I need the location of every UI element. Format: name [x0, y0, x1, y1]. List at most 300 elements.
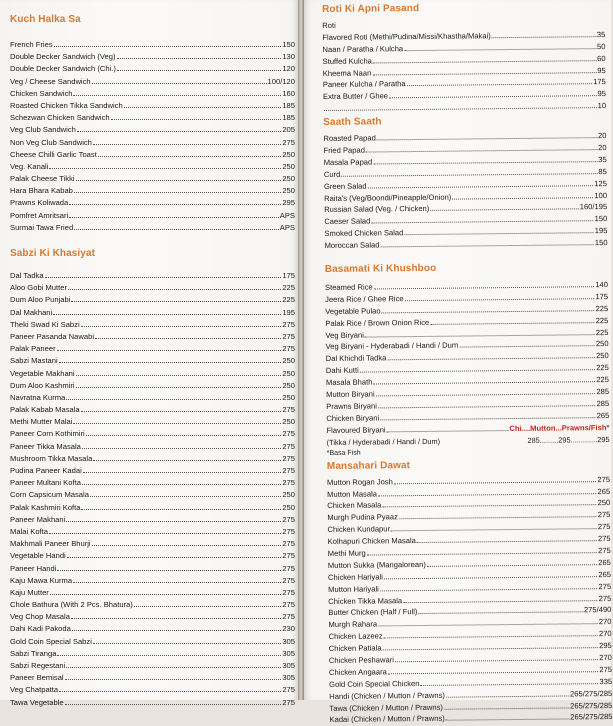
- dot-leader: [59, 356, 282, 363]
- menu-item-row: [10, 112, 295, 124]
- menu-item-price: 275: [282, 137, 295, 147]
- menu-item-row: [10, 197, 295, 209]
- dot-leader: [65, 673, 282, 680]
- menu-item-name: Green Salad: [323, 181, 367, 191]
- menu-item-price: 305: [282, 636, 295, 646]
- dot-leader: [77, 125, 281, 132]
- menu-item-row: [10, 404, 295, 416]
- menu-item-name: Jeera Rice / Ghee Rice: [325, 294, 404, 304]
- menu-item-name: Vegetable Makhani: [10, 368, 75, 378]
- menu-item-name: Non Veg Club Sandwich: [10, 137, 92, 147]
- dot-leader: [73, 417, 281, 424]
- dot-leader: [384, 570, 598, 579]
- menu-item-name: Moroccan Salad: [324, 240, 380, 251]
- dot-leader: [380, 238, 594, 247]
- dot-leader: [124, 101, 282, 108]
- menu-item-price: 50: [596, 41, 606, 51]
- menu-item-name: Aloo Gobi Mutter: [10, 283, 67, 293]
- menu-item-price: 275: [598, 581, 612, 591]
- menu-item-name: Schezwan Chicken Sandwich: [10, 113, 110, 123]
- menu-item-price: 275: [597, 534, 611, 544]
- menu-item-row: [10, 161, 295, 173]
- menu-item-name: Dal Makhani: [10, 307, 53, 317]
- dot-leader: [380, 411, 596, 420]
- dot-leader: [394, 475, 597, 484]
- dot-leader: [365, 328, 595, 337]
- menu-item-name: Paneer Tikka Masala: [10, 441, 81, 451]
- menu-item-row: [10, 648, 295, 660]
- menu-item-price: 275: [282, 344, 295, 354]
- menu-item-price: 175: [595, 291, 609, 302]
- menu-item-name: Gold Coin Special Sabzi: [10, 636, 92, 646]
- menu-item-name: Paneer Handi: [10, 563, 57, 573]
- menu-item-price: 225: [595, 303, 609, 313]
- menu-item-price: 230: [282, 624, 295, 634]
- dot-leader: [399, 510, 597, 519]
- menu-item-row: [10, 149, 295, 161]
- menu-item-name: Palak Paneer: [10, 344, 56, 354]
- menu-item-name: Vegetable Pulao: [325, 306, 381, 316]
- menu-item-name: Palak Cheese Tikki: [10, 174, 75, 184]
- menu-item-price: 275: [282, 514, 295, 524]
- menu-item-price: 275: [282, 526, 295, 536]
- menu-item-name: Veg Chatpatta: [10, 685, 59, 695]
- menu-item-row: [10, 294, 295, 306]
- menu-item-row: [10, 587, 295, 599]
- menu-item-name: Naan / Paratha / Kulcha: [322, 43, 404, 54]
- menu-item-name: Kolhapuri Chicken Masala: [327, 536, 416, 547]
- menu-item-row: [10, 489, 295, 501]
- menu-item-price: 265: [596, 410, 610, 420]
- menu-item-row: [10, 331, 295, 343]
- menu-item-price: 250: [282, 368, 295, 378]
- menu-item-price: 250: [282, 161, 295, 171]
- menu-item-price: 205: [282, 125, 295, 135]
- section-title: Sabzi Ki Khasiyat: [10, 248, 96, 259]
- dot-leader: [446, 689, 569, 697]
- dot-leader: [444, 701, 569, 709]
- dot-leader: [382, 304, 595, 313]
- dot-leader: [76, 381, 282, 388]
- section-title: Roti Ki Apni Pasand: [322, 2, 420, 15]
- section-title: Saath Saath: [323, 116, 382, 129]
- menu-item-price: 160: [282, 88, 295, 98]
- menu-item-name: Pudina Paneer Kadai: [10, 466, 82, 475]
- section-title: Mansahari Dawat: [326, 459, 411, 472]
- dot-leader: [68, 283, 281, 290]
- menu-item-name: Vegetable Handi: [10, 551, 66, 561]
- dot-leader: [378, 617, 598, 626]
- menu-item-price: 275: [597, 474, 611, 484]
- menu-item-price: 275: [282, 563, 295, 573]
- dot-leader: [54, 40, 282, 47]
- menu-item-name: Paneer Pasanda Nawabi: [10, 331, 95, 341]
- menu-item-price: 275: [282, 319, 295, 329]
- menu-item-name: Paneer Bemisal: [10, 673, 64, 683]
- menu-item-row: [10, 76, 295, 88]
- menu-item-price: 305: [282, 673, 295, 683]
- menu-item-name: Hara Bhara Kabab: [10, 186, 73, 196]
- menu-item-name: Chicken Kundapur: [327, 524, 391, 535]
- menu-item-name: Double Decker Sandwich (Chi.): [10, 64, 116, 74]
- dot-leader: [57, 344, 282, 351]
- dot-leader: [81, 320, 282, 327]
- menu-item-name: Masala Bhath: [325, 377, 373, 388]
- menu-item-name: Methi Murg: [327, 548, 366, 558]
- dot-leader: [430, 203, 579, 212]
- menu-item-price: 275: [597, 522, 611, 532]
- menu-item-price: 275: [282, 697, 295, 707]
- dot-leader: [81, 503, 281, 510]
- menu-item-row: [10, 392, 295, 404]
- menu-item-price: 175: [282, 271, 295, 280]
- menu-item-price: 275: [282, 600, 295, 610]
- menu-item-name: Prawns Biryani: [326, 401, 377, 411]
- dot-leader: [367, 546, 597, 555]
- menu-item-price: 175: [593, 77, 606, 87]
- section-title: Basamati Ki Khushboo: [324, 262, 437, 276]
- menu-item-price: 295: [282, 198, 295, 208]
- dot-leader: [371, 215, 593, 224]
- menu-item-name: Roti: [322, 20, 336, 30]
- menu-item-row: [10, 599, 295, 611]
- dot-leader: [388, 665, 599, 674]
- dot-leader: [82, 442, 281, 449]
- menu-item-row: [10, 222, 295, 234]
- menu-item-name: Tawa (Chicken / Mutton / Prawns): [329, 702, 443, 713]
- menu-item-row: [10, 137, 295, 149]
- menu-item-name: Dum Aloo Kashmiri: [10, 380, 75, 390]
- menu-item-price: 225: [595, 315, 609, 325]
- menu-item-row: [10, 416, 295, 428]
- menu-item-price: 250: [282, 174, 295, 184]
- dot-leader: [427, 558, 597, 567]
- menu-item-name: Kaju Mawa Kurma: [10, 575, 73, 585]
- menu-item-price: 195: [594, 226, 608, 236]
- menu-item-name: Chole Bathura (With 2 Pcs. Bhatura): [10, 600, 133, 610]
- menu-item-row: [329, 711, 612, 726]
- menu-item-row: [10, 282, 295, 294]
- dot-leader: [67, 551, 282, 558]
- menu-item-price: 140: [595, 280, 609, 290]
- dot-leader: [405, 292, 595, 301]
- dot-leader: [446, 713, 570, 721]
- menu-item-name: Dal Tadka: [10, 271, 44, 280]
- menu-item-name: Veg Chop Masala: [10, 612, 70, 622]
- dot-leader: [111, 113, 282, 120]
- menu-item-row: [10, 514, 295, 526]
- menu-item-price: 95: [597, 65, 606, 75]
- menu-item-name: Theki Swad Ki Sabzi: [10, 319, 80, 329]
- dot-leader: [403, 594, 598, 603]
- dot-leader: [49, 162, 281, 169]
- dot-leader: [418, 606, 583, 615]
- dot-leader: [382, 641, 598, 650]
- menu-item-price: 150: [282, 40, 295, 49]
- menu-item-name: Palak Kashmiri Kofta: [10, 502, 81, 512]
- menu-item-row: [10, 623, 295, 635]
- menu-item-price: 195: [282, 307, 295, 317]
- menu-item-name: Malai Kofta: [10, 526, 48, 536]
- menu-item-price: 250: [282, 490, 295, 500]
- dot-leader: [492, 30, 596, 38]
- menu-item-row: [10, 368, 295, 380]
- dot-leader: [73, 576, 281, 583]
- menu-item-name: Paneer Corn Kothimiri: [10, 429, 85, 439]
- menu-item-name: Mutton Biryani: [326, 389, 375, 400]
- menu-item-row: [10, 343, 295, 355]
- dot-leader: [366, 143, 597, 152]
- menu-item-row: [10, 185, 295, 197]
- dot-leader: [391, 522, 597, 531]
- menu-item-name: Chicken Patiala: [328, 643, 382, 654]
- dot-leader: [76, 174, 282, 181]
- menu-item-price: 225: [596, 375, 610, 385]
- dot-leader: [373, 54, 596, 63]
- menu-item-price: 250: [595, 339, 609, 349]
- menu-item-name: Mutton Rogan Josh: [326, 476, 393, 487]
- menu-item-row: [10, 502, 295, 514]
- menu-item-name: Gold Coin Special Chicken: [329, 678, 420, 689]
- menu-item-name: Steamed Rice: [324, 282, 373, 293]
- dot-leader: [82, 478, 281, 485]
- menu-item-price: 275: [282, 441, 295, 451]
- menu-item-name: Pomfret Amritsari: [10, 210, 69, 220]
- menu-item-price: 250: [596, 351, 609, 361]
- menu-item-price: APS: [279, 222, 295, 232]
- menu-item-name: Kadai (Chicken / Mutton / Prawns): [329, 714, 445, 725]
- dot-leader: [66, 661, 281, 668]
- menu-item-row: [10, 477, 295, 489]
- menu-item-price: 35: [598, 154, 607, 165]
- dot-leader: [387, 424, 509, 432]
- dot-leader: [420, 677, 598, 686]
- dot-leader: [459, 340, 595, 348]
- menu-item-price: 275: [599, 664, 613, 674]
- dot-leader: [57, 649, 281, 656]
- menu-item-name: Veg / Cheese Sandwich: [10, 76, 91, 86]
- menu-item-name: Cheese Chilli Garlic Toast: [10, 149, 97, 159]
- dot-leader: [404, 42, 596, 51]
- menu-item-name: Fried Papad: [323, 145, 365, 156]
- menu-item-price: 275: [282, 612, 295, 622]
- menu-item-row: [10, 465, 295, 477]
- dot-leader: [69, 198, 281, 205]
- menu-item-price: 250: [282, 392, 295, 402]
- menu-item-name: Palak Kabab Masala: [10, 405, 80, 415]
- dot-leader: [374, 280, 595, 289]
- menu-item-row: [10, 307, 295, 319]
- menu-item-price: 265: [597, 486, 611, 496]
- menu-item-row: [10, 380, 295, 392]
- dot-leader: [389, 89, 597, 98]
- menu-item-price: 275: [282, 405, 295, 415]
- menu-item-price: 100/120: [267, 76, 295, 86]
- menu-item-name: Chicken Biryani: [326, 413, 380, 423]
- menu-item-row: [10, 575, 295, 587]
- dot-leader: [74, 223, 279, 230]
- menu-item-name: Prawns Koliwada: [10, 198, 69, 208]
- dot-leader: [404, 226, 593, 235]
- menu-item-name: Roasted Chicken Tikka Sandwich: [10, 100, 123, 110]
- menu-item-row: [10, 210, 295, 222]
- menu-item-price: 185: [282, 113, 295, 123]
- dot-leader: [65, 698, 282, 705]
- menu-item-name: Corn Capsicum Masala: [10, 490, 89, 500]
- menu-item-row: [10, 636, 295, 648]
- menu-item-price: 150: [594, 238, 608, 248]
- dot-leader: [76, 369, 282, 376]
- dot-leader: [384, 629, 598, 638]
- menu-item-price: 225: [282, 283, 295, 293]
- menu-item-price: 275: [282, 551, 295, 561]
- menu-item-name: Dahi Kutti: [325, 365, 359, 376]
- menu-item-row: [10, 319, 295, 331]
- menu-item-name: Butter Chicken (Half / Full): [328, 607, 418, 618]
- dot-leader: [93, 138, 281, 145]
- menu-item-price: 100: [594, 190, 608, 200]
- menu-item-price: 295: [599, 641, 612, 651]
- menu-item-name: Veg Biryani - Hyderabadi / Handi / Dum: [325, 341, 459, 352]
- menu-item-name: Chicken Sandwich: [10, 88, 73, 98]
- menu-item-price: 250: [282, 186, 295, 196]
- menu-item-price: 275: [282, 466, 295, 475]
- menu-item-name: Roasted Papad: [323, 133, 376, 144]
- menu-item-name: Kaju Mutter: [10, 587, 49, 597]
- menu-item-row: [10, 441, 295, 453]
- dot-leader: [378, 487, 597, 496]
- dot-leader: [98, 150, 282, 157]
- menu-item-price: 250: [282, 356, 295, 366]
- menu-item-price: 120: [282, 64, 295, 74]
- menu-item-price: 265: [598, 557, 611, 567]
- menu-item-name: Tawa Vegetable: [10, 697, 64, 707]
- flavoured-biryani-prices: 285.........295.............295: [527, 434, 610, 445]
- dot-leader: [377, 131, 597, 140]
- menu-item-name: Veg Club Sandwich: [10, 125, 76, 135]
- menu-item-price: 250: [597, 498, 611, 508]
- menu-item-row: [10, 684, 295, 696]
- dot-leader: [66, 393, 281, 400]
- dot-leader: [92, 539, 282, 546]
- left-menu-column: [10, 12, 295, 709]
- menu-item-price: 225: [596, 363, 609, 373]
- dot-leader: [117, 52, 282, 59]
- menu-item-name: Dahi Kadi Pakoda: [10, 624, 71, 634]
- menu-item-name: Flavored Roti (Methi/Pudina/Missi/Khastha/Makai): [322, 31, 491, 42]
- menu-item-price: 305: [282, 661, 295, 670]
- menu-item-row: [10, 453, 295, 465]
- dot-leader: [45, 271, 282, 278]
- menu-item-name: Russian Salad (Veg. / Chicken): [324, 204, 430, 215]
- menu-item-name: Paneer Makhani: [10, 514, 66, 524]
- menu-item-name: Mushroom Tikka Masala: [10, 453, 93, 463]
- menu-item-price: 275: [282, 539, 295, 549]
- menu-item-row: [10, 124, 295, 136]
- menu-item-row: [10, 270, 295, 282]
- dot-leader: [50, 588, 281, 595]
- right-menu-page: [304, 0, 613, 725]
- dot-leader: [73, 89, 281, 96]
- menu-item-price: 225: [595, 327, 609, 337]
- menu-item-price: 250: [282, 380, 295, 390]
- menu-item-row: [10, 355, 295, 367]
- menu-item-row: [10, 660, 295, 672]
- menu-item-price: 275: [282, 575, 295, 585]
- menu-item-name: Dal Khichdi Tadka: [325, 353, 387, 364]
- menu-item-name: Surmai Tawa Fried: [10, 222, 74, 232]
- dot-leader: [417, 534, 597, 543]
- dot-leader: [69, 211, 279, 218]
- menu-item-name: Chicken Tikka Masala: [328, 595, 403, 606]
- dot-leader: [57, 564, 281, 571]
- menu-item-price: 35: [596, 29, 606, 40]
- menu-item-name: Sabzi Regestani: [10, 661, 66, 670]
- dot-leader: [92, 77, 267, 84]
- dot-leader: [368, 179, 594, 188]
- menu-item-price: 275: [282, 429, 295, 439]
- dot-leader: [341, 167, 597, 177]
- menu-item-price: 265/275/285: [569, 688, 613, 699]
- dot-leader: [372, 66, 596, 75]
- menu-item-name: Palak Rice / Brown Onion Rice: [325, 317, 430, 328]
- menu-item-name: Masala Papad: [323, 157, 373, 167]
- dot-leader: [134, 600, 282, 607]
- menu-item-price: 10: [597, 101, 607, 111]
- dot-leader: [81, 405, 282, 412]
- menu-item-price: 270: [599, 652, 612, 663]
- menu-item-row: [10, 100, 295, 112]
- dot-leader: [95, 332, 281, 339]
- flavoured-biryani-variants: (Tikka / Hyderabadi / Handi / Dum): [326, 436, 441, 447]
- menu-item-row: [10, 672, 295, 684]
- menu-item-row: [10, 88, 295, 100]
- menu-item-price: 250: [282, 502, 295, 512]
- menu-item-price: 275: [282, 453, 295, 463]
- dot-leader: [117, 64, 281, 71]
- menu-item-price: 275: [598, 545, 611, 556]
- menu-item-name: Chicken Masala: [327, 500, 382, 511]
- menu-item-name: Navratna Kurma: [10, 392, 66, 402]
- dot-leader: [452, 191, 593, 199]
- menu-item-price: 275: [597, 510, 611, 520]
- menu-item-price: 305: [282, 648, 295, 658]
- menu-item-name: Makhmali Paneer Bhurji: [10, 539, 91, 549]
- menu-item-name: Chicken Hariyali: [327, 572, 383, 582]
- menu-item-price: 95: [597, 89, 607, 99]
- menu-item-price: 185: [282, 100, 295, 110]
- menu-item-price: 20: [597, 131, 607, 141]
- menu-item-price: 275: [282, 587, 295, 597]
- menu-item-name: Double Decker Sandwich (Veg): [10, 52, 116, 62]
- dot-leader: [407, 78, 593, 87]
- menu-item-price: 285: [596, 398, 610, 409]
- menu-item-name: Flavoured Biryani: [326, 425, 386, 435]
- dot-leader: [378, 399, 596, 408]
- menu-item-name: Dum Aloo Punjabi: [10, 295, 71, 305]
- menu-item-name: Murgh Pudina Pyaaz: [327, 512, 398, 523]
- dot-leader: [49, 527, 281, 534]
- menu-item-price: 250: [282, 417, 295, 427]
- menu-item-name: Caeser Salad: [324, 216, 371, 227]
- dot-leader: [53, 308, 281, 315]
- menu-item-price: 265: [598, 569, 612, 579]
- menu-item-row: [10, 538, 295, 550]
- menu-item-price: 275: [598, 593, 612, 603]
- basa-fish-note: *Basa Fish: [326, 449, 361, 457]
- menu-item-name: Sabzi Mastani: [10, 356, 58, 366]
- menu-item-price: 150: [594, 214, 608, 224]
